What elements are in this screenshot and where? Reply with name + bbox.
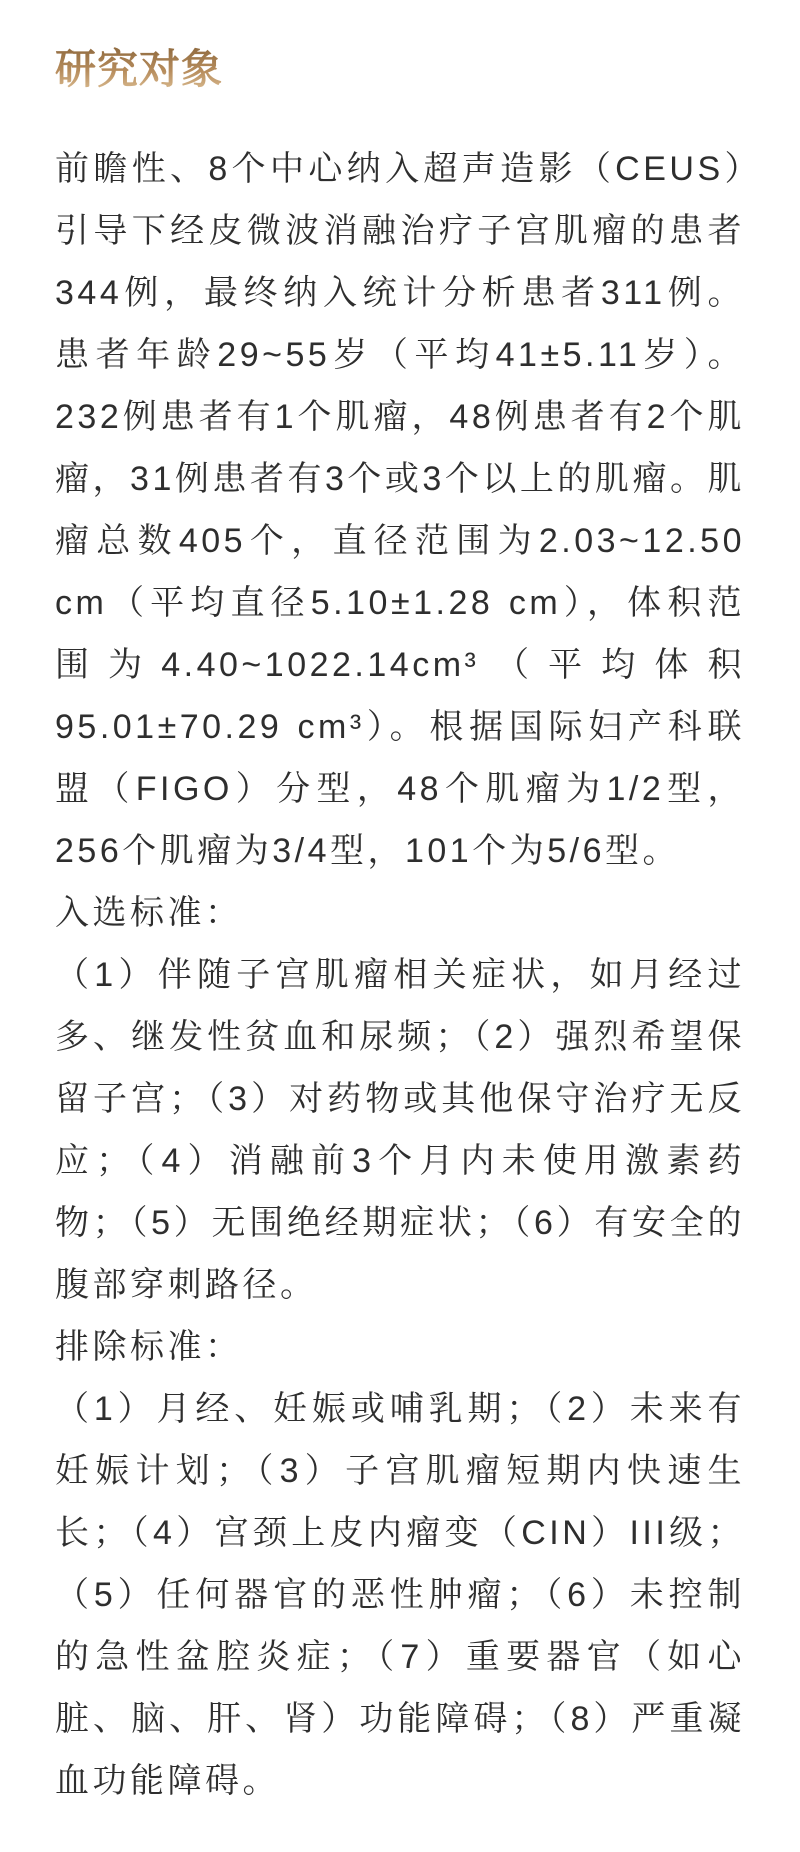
paragraph-overview: 前瞻性、8个中心纳入超声造影（CEUS）引导下经皮微波消融治疗子宫肌瘤的患者344例，最终纳入统计分析患者311例。患者年龄29~55岁（平均41±5.11岁）。232例患者有1个肌瘤，48例患者有2个肌瘤，31例患者有3个或3个以上的肌瘤。肌瘤总数405个，直径范围为2.03~12.50 cm（平均直径5.10±1.28 cm），体积范围为4.40~1022.14cm³（平均体积95.01±70.29 cm³）。根据国际妇产科联盟（FIGO）分型，48个肌瘤为1/2型，256个肌瘤为3/4型，101个为5/6型。 (55, 150, 745, 871)
paragraph-exclusion-criteria: （1）月经、妊娠或哺乳期；（2）未来有妊娠计划；（3）子宫肌瘤短期内快速生长；（4）宫颈上皮内瘤变（CIN）III级；（5）任何器官的恶性肿瘤；（6）未控制的急性盆腔炎症；（7）重要器官（如心脏、脑、肝、肾）功能障碍；（8）严重凝血功能障碍。 (55, 1390, 745, 1801)
paragraph-inclusion-heading: 入选标准： (55, 894, 243, 933)
article-body (55, 138, 745, 1812)
page-title: 研究对象 (55, 46, 223, 92)
paragraph-inclusion-criteria: （1）伴随子宫肌瘤相关症状，如月经过多、继发性贫血和尿频；（2）强烈希望保留子宫；（3）对药物或其他保守治疗无反应；（4）消融前3个月内未使用激素药物；（5）无围绝经期症状；（6）有安全的腹部穿刺路径。 (55, 956, 745, 1305)
paragraph-exclusion-heading: 排除标准： (55, 1328, 243, 1367)
